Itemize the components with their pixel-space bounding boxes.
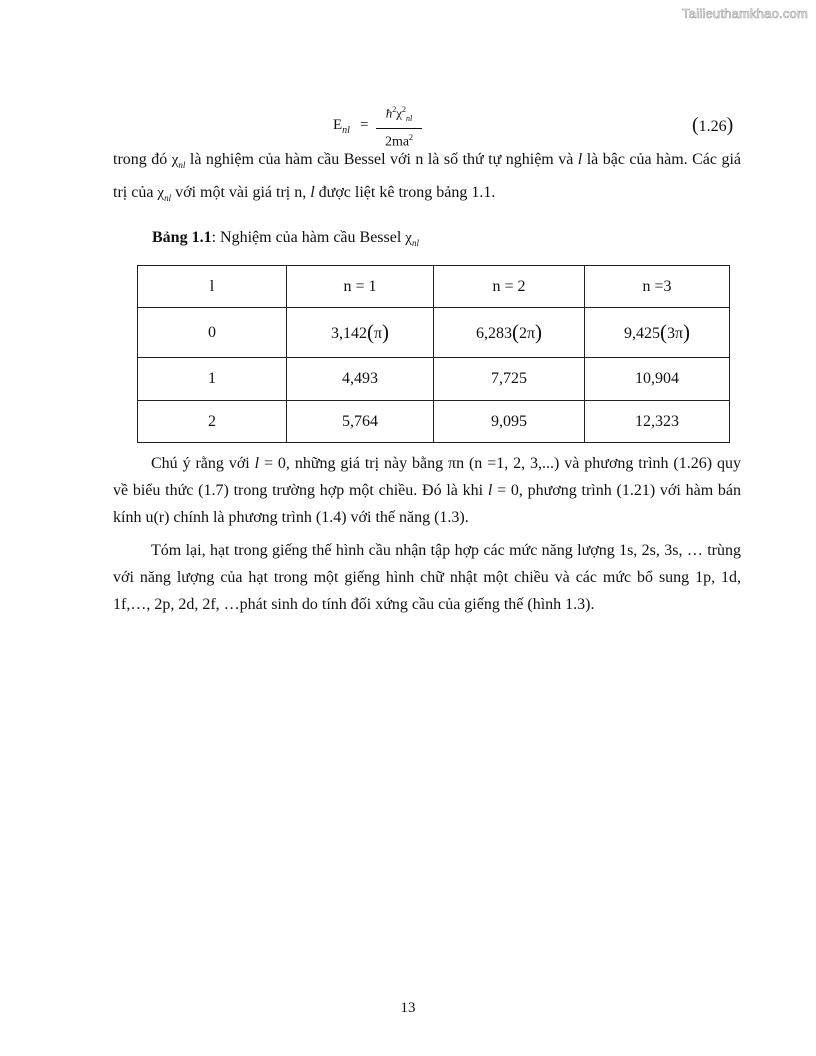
table-header-row [138,266,730,308]
caption-label: Bảng 1.1 [152,229,212,246]
watermark: Tailieuthamkhao.com [682,6,808,21]
table-cell: 10,904 [585,358,730,401]
paragraph-1-text-c: là bậc của hàm. Các giá trị của [113,151,742,201]
paragraph-1-text-a: trong đó [113,151,172,168]
table-cell: 2 [138,401,287,443]
paragraph-2 [113,450,741,531]
paragraph-2-text-a: Chú ý rằng với [151,455,255,472]
table-cell: 5,764 [287,401,434,443]
table-cell: 7,725 [434,358,585,401]
table-cell: 9,095 [434,401,585,443]
equation-number-close: ) [726,114,734,136]
equation-number-value: 1.26 [698,118,727,135]
bessel-roots-table [137,265,730,443]
table-cell [287,308,434,358]
paren-open: ( [366,320,374,344]
caption-chi-subscript: nl [411,238,419,248]
table-caption [152,229,419,248]
table-cell [434,308,585,358]
caption-chi-glyph: χ [405,230,412,246]
ell-italic-4: l [487,482,493,499]
chi-symbol: χ [396,105,403,121]
caption-text: : Nghiệm của hàm cầu Bessel [211,229,406,246]
table-row [138,401,730,443]
chi-symbol-inline-2 [157,185,171,201]
energy-subscript: nl [342,125,350,136]
paragraph-2-text-b: = 0, những giá trị này bằng [259,455,448,472]
pi-multiple: π [373,325,383,342]
chi-subscript: nl [406,113,413,123]
equals-sign: = [360,117,369,133]
header-cell-n1: n = 1 [287,266,434,308]
cell-value: 3,142 [330,325,367,342]
header-cell-n2: n = 2 [434,266,585,308]
fraction [376,102,422,152]
table-cell: 4,493 [287,358,434,401]
ell-italic-3: l [254,455,260,472]
paren-close: ) [535,320,543,344]
caption-chi [405,230,419,246]
pi-multiple: 3π [666,325,684,342]
equation-lhs [333,117,350,136]
table-cell [585,308,730,358]
paragraph-3: Tóm lại, hạt trong giếng thế hình cầu nhận tập hợp các mức năng lượng 1s, 2s, 3s, … trùng với năng lượng của hạt trong một giếng hình chữ nhật một chiều và các mức bổ sung 1p, 1d, 1f,…, 2p, 2d, 2f, …phát sinh do tính đối xứng cầu của giếng thế (hình 1.3). [113,542,741,613]
ell-italic: l [577,151,583,168]
denominator-text: 2ma [384,134,410,150]
chi-glyph: χ [171,152,179,168]
fraction-numerator [376,102,422,129]
chi-power: 2 [402,105,407,114]
hbar-symbol: ħ [385,105,393,121]
cell-value: 6,283 [475,325,512,342]
cell-value: 9,425 [623,325,660,342]
chi-glyph-2: χ [157,185,165,201]
paren-open: ( [511,320,519,344]
chi-symbol-inline [172,152,186,168]
hbar-power: 2 [392,105,397,114]
paragraph-1-text-d: với một vài giá trị n, [171,184,311,201]
equation-number-open: ( [692,114,699,136]
table-cell: 1 [138,358,287,401]
pi-n-formula: πn (n =1, 2, 3,...) [447,455,560,472]
table-row [138,358,730,401]
table-row [138,308,730,358]
table-cell: 0 [138,308,287,358]
pi-multiple: 2π [518,325,536,342]
table-cell: 12,323 [585,401,730,443]
paragraph-2-text-c: và phương trình (1.26) quy về biểu thức (1.7) trong trường hợp một chiều. Đó là khi [113,455,741,499]
paren-open: ( [659,320,667,344]
equation-number [692,114,733,137]
header-cell-n3: n =3 [585,266,730,308]
energy-symbol: E [333,117,343,133]
page-number: 13 [400,1000,416,1016]
chi-subscript-inline-2: nl [164,193,172,203]
header-cell-l: l [138,266,287,308]
paragraph-1-text-e: được liệt kê trong bảng 1.1. [314,184,496,201]
chi-subscript-inline: nl [178,160,186,170]
paragraph-2-text-d: = 0, phương trình (1.21) với hàm bán kính u(r) chính là phương trình (1.4) với thế năng (1.3). [113,482,741,526]
ell-italic-2: l [310,184,315,201]
equation-1-26 [0,100,816,150]
paren-close: ) [382,320,390,344]
denominator-power: 2 [409,132,414,142]
paren-close: ) [683,320,691,344]
paragraph-1-text-b: là nghiệm của hàm cầu Bessel với n là số thứ tự nghiệm và [185,151,578,168]
paragraph-1 [113,146,741,212]
